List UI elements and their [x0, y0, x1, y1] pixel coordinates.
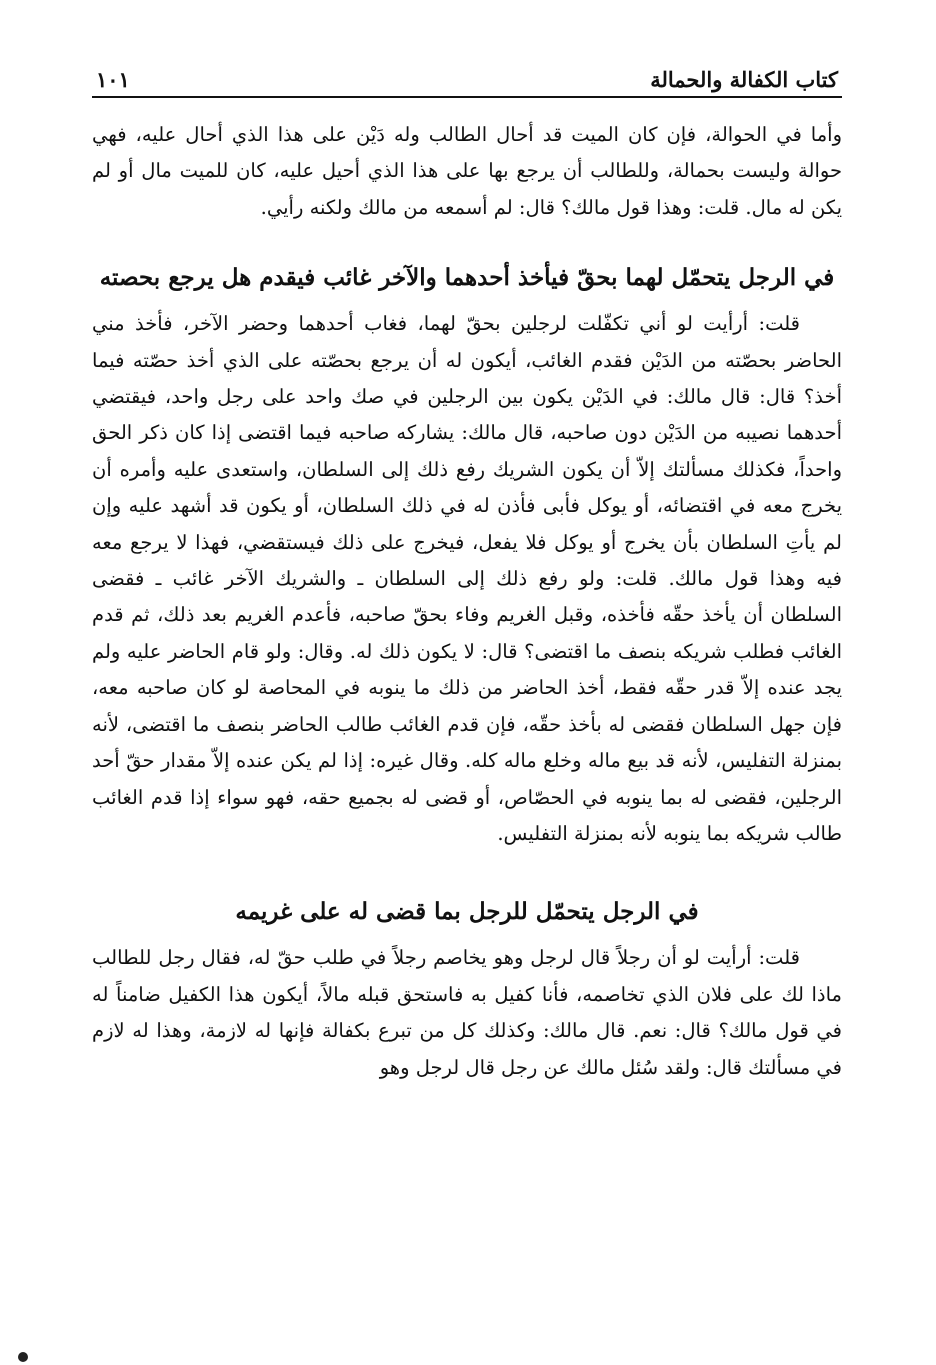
scan-speck — [18, 1352, 28, 1362]
paragraph-shared-debt: قلت: أرأيت لو أني تكفّلت لرجلين بحقّ لهما، فغاب أحدهما وحضر الآخر، فأخذ مني الحاضر بحصّته من الدَيْن فقدم الغائب، أيكون له أن يرجع بحصّته على الذي أخذ حصّته فيما أخذ؟ قال: قال مالك: في الدَيْن يكون بين الرجلين في صك واحد على رجل واحد، فيقتضي أحدهما نصيبه من الدَيْن دون صاحبه، قال مالك: يشاركه صاحبه فيما اقتضى إذا كان ذكر الحق واحداً، فكذلك مسألتك إلاّ أن يكون الشريك رفع ذلك إلى السلطان، واستعدى عليه وأمره أن يخرج معه في اقتضائه، أو يوكل فأبى فأذن له في ذلك السلطان، أو يكون قد أشهد عليه وإن لم يأتِ السلطان بأن يخرج أو يوكل فلا يفعل، فيخرج على ذلك فيستقضي، فهذا لا يرجع معه فيه وهذا قول مالك. قلت: ولو رفع ذلك إلى السلطان ـ والشريك الآخر غائب ـ فقضى السلطان أن يأخذ حقّه فأخذه، وقبل الغريم وفاء بحقّ صاحبه، فأعدم الغريم بعد ذلك، ثم قدم الغائب فطلب شريكه بنصف ما اقتضى؟ قال: لا يكون ذلك له. وقال: ولو قام الحاضر عليه ولم يجد عنده إلاّ قدر حقّه فقط، أخذ الحاضر من ذلك ما ينوبه في المحاصة لو كان صاحبه معه، فإن جهل السلطان فقضى له بأخذ حقّه، فإن قدم الغائب طالب الحاضر بنصف ما اقتضى، لأنه بمنزلة التفليس، لأنه قد بيع ماله وخلع ماله كله. وقال غيره: إذا لم يكن عنده إلاّ مقدار حقّ أحد الرجلين، فقضى له بما ينوبه في الحصّاص، أو قضى له بجميع حقه، فهو سواء إذا قدم الغائب طالب شريكه بما ينوبه لأنه بمنزلة التفليس. — [92, 312, 842, 845]
section-heading-shared-debt: في الرجل يتحمّل لهما بحقّ فيأخذ أحدهما والآخر غائب فيقدم هل يرجع بحصته — [99, 264, 835, 292]
paragraph-surety-judgment: قلت: أرأيت لو أن رجلاً قال لرجل وهو يخاصم رجلاً في طلب حقّ له، فقال رجل للطالب ماذا لك على فلان الذي تخاصمه، فأنا كفيل به فاستحق قبله مالاً، أيكون هذا الكفيل ضامناً له في قول مالك؟ قال: نعم. قال مالك: وكذلك كل من تبرع بكفالة فإنها له لازمة، وهذا له لازم في مسألتك قال: ولقد سُئل مالك عن رجل قال لرجل وهو — [92, 946, 842, 1079]
page-number: ١٠١ — [96, 67, 130, 92]
section-heading-surety-judgment: في الرجل يتحمّل للرجل بما قضى له على غريمه — [235, 898, 699, 926]
paragraph-hawala: وأما في الحوالة، فإن كان الميت قد أحال الطالب وله دَيْن على هذا الذي أحال عليه، فهي حوالة وليست بحمالة، وللطالب أن يرجع بها على هذا الذي أحيل عليه، كان للميت مال أو لم يكن له مال. قلت: وهذا قول مالك؟ قال: لم أسمعه من مالك ولكنه رأيي. — [92, 123, 842, 219]
book-title: كتاب الكفالة والحمالة — [650, 67, 838, 92]
running-header — [92, 58, 842, 98]
book-page — [92, 58, 842, 1086]
